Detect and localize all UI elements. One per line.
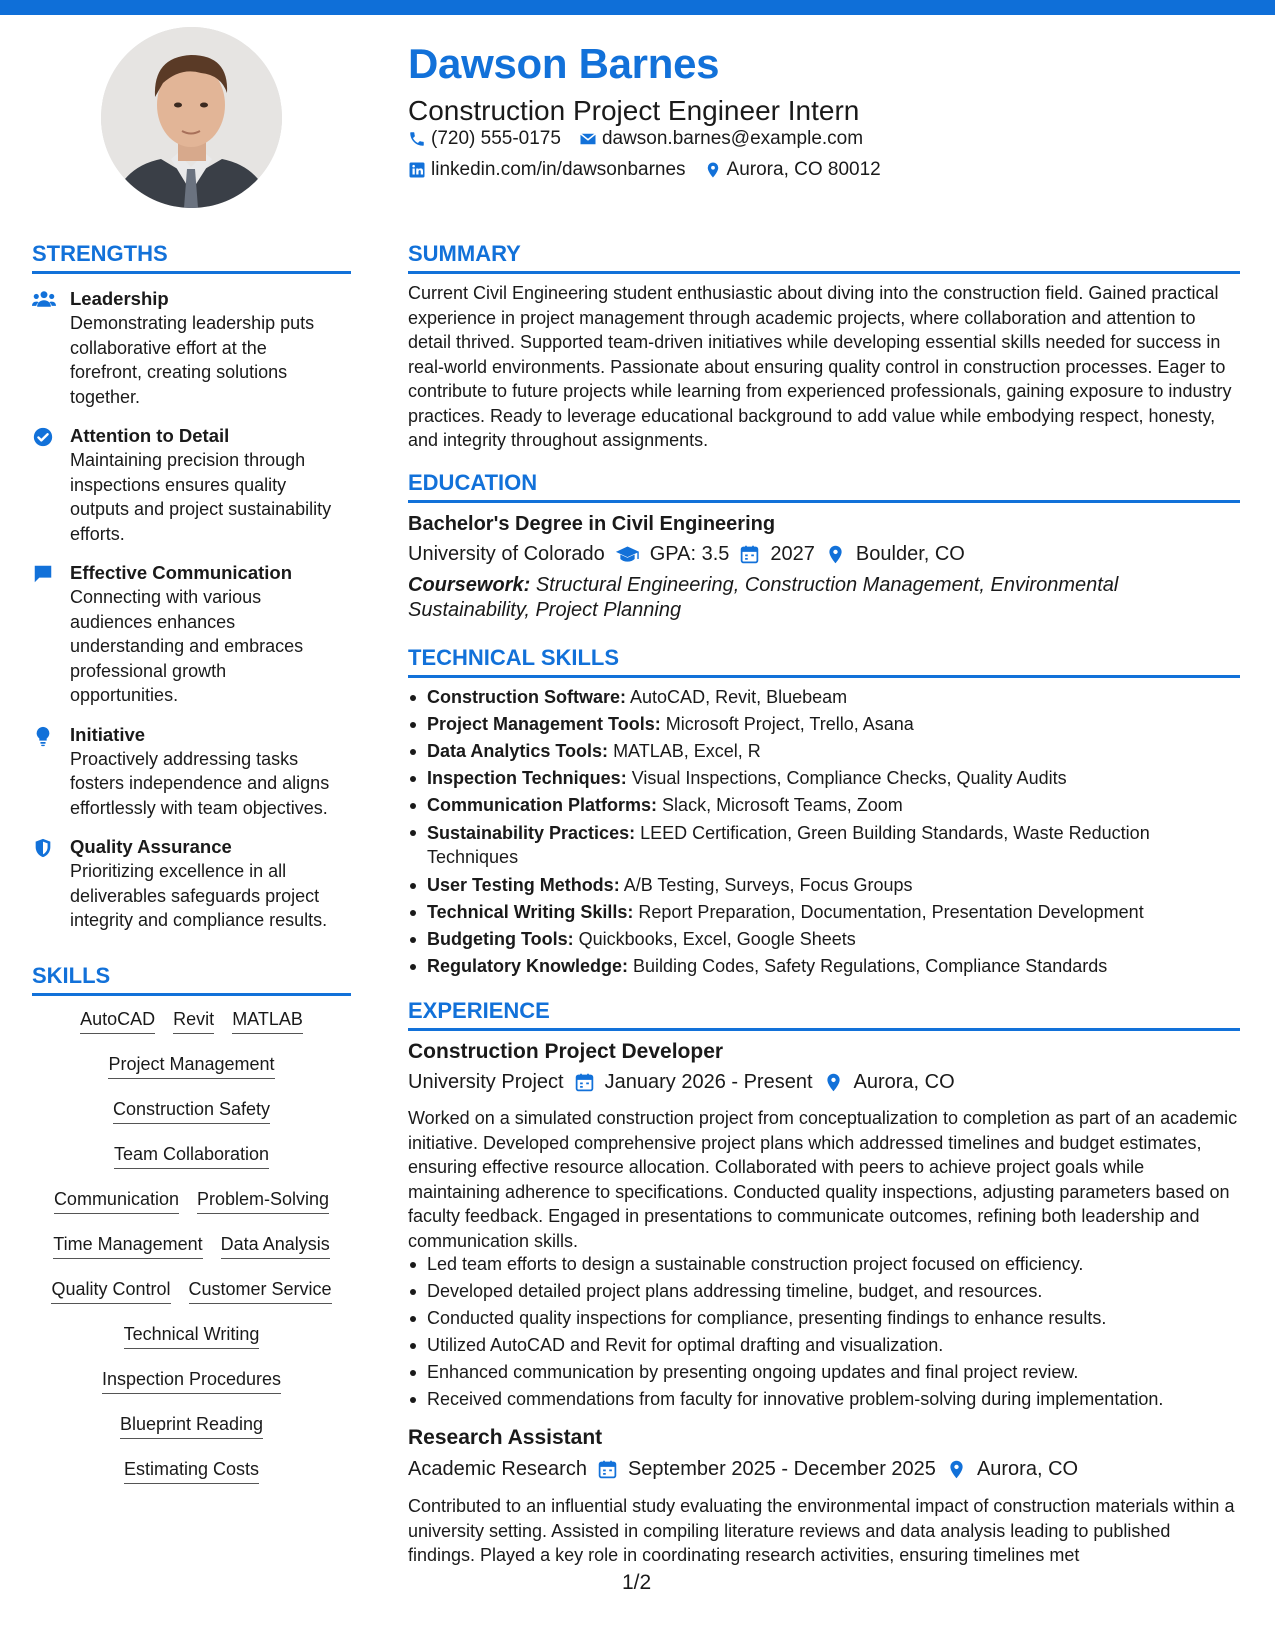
list-item: Enhanced communication by presenting ongoing updates and final project review. xyxy=(408,1359,1240,1386)
degree-title: Bachelor's Degree in Civil Engineering xyxy=(408,513,776,535)
job-bullets xyxy=(408,1251,1240,1413)
skill-values: Report Preparation, Documentation, Presentation Development xyxy=(638,902,1144,922)
education-heading: EDUCATION xyxy=(408,470,1240,503)
skill-tag: AutoCAD xyxy=(80,1008,155,1034)
education-meta xyxy=(408,543,965,566)
skill-values: AutoCAD, Revit, Bluebeam xyxy=(630,687,848,707)
job-meta xyxy=(408,1458,1078,1481)
job-dates: September 2025 - December 2025 xyxy=(627,1458,936,1480)
graduation-year: 2027 xyxy=(770,543,815,565)
contact-row-1 xyxy=(408,128,863,150)
list-item: Conducted quality inspections for compliance, presenting findings to enhance results. xyxy=(408,1305,1240,1332)
list-item xyxy=(408,711,1240,738)
coursework-label: Coursework: xyxy=(408,574,531,596)
chat-bubble-icon xyxy=(32,563,56,585)
strength-title: Leadership xyxy=(70,288,169,309)
strength-item xyxy=(32,561,362,708)
address-contact xyxy=(704,159,881,181)
skill-tag: Data Analysis xyxy=(221,1233,330,1259)
strength-item xyxy=(32,835,362,933)
strength-item xyxy=(32,424,362,546)
skill-tag: Estimating Costs xyxy=(124,1458,259,1484)
skill-tag: Technical Writing xyxy=(124,1323,260,1349)
strengths-heading: STRENGTHS xyxy=(32,241,351,274)
envelope-icon xyxy=(579,130,597,148)
skill-tag: Customer Service xyxy=(189,1278,332,1304)
phone-contact[interactable] xyxy=(408,128,561,150)
phone-text: (720) 555-0175 xyxy=(431,128,561,149)
coursework-list: Structural Engineering, Construction Management, Environmental Sustainability, Project Planning xyxy=(408,574,1119,621)
location-text: Aurora, CO 80012 xyxy=(726,159,881,180)
skill-row xyxy=(32,1008,351,1034)
email-text: dawson.barnes@example.com xyxy=(601,128,864,149)
skill-row xyxy=(32,1368,351,1394)
check-circle-icon xyxy=(32,426,56,448)
skill-category: Construction Software: xyxy=(427,687,627,707)
strengths-list xyxy=(32,287,362,948)
strength-item xyxy=(32,287,362,409)
strength-desc: Maintaining precision through inspections ensures quality outputs and project sustainability efforts. xyxy=(70,450,332,544)
skill-tag: Communication xyxy=(54,1188,179,1214)
skill-tag: Blueprint Reading xyxy=(120,1413,263,1439)
skill-tag: Time Management xyxy=(53,1233,202,1259)
skill-category: Inspection Techniques: xyxy=(427,768,627,788)
skill-tag: Team Collaboration xyxy=(114,1143,269,1169)
skill-values: MATLAB, Excel, R xyxy=(613,741,761,761)
skill-row xyxy=(32,1458,351,1484)
top-accent-bar xyxy=(0,0,1275,15)
job-title: Research Assistant xyxy=(408,1426,603,1449)
strength-desc: Proactively addressing tasks fosters independence and aligns effortlessly with team objectives. xyxy=(70,748,330,818)
linkedin-text: linkedin.com/in/dawsonbarnes xyxy=(431,159,686,180)
map-pin-icon xyxy=(946,1459,967,1480)
lightbulb-icon xyxy=(32,725,56,747)
school-name: University of Colorado xyxy=(408,543,605,565)
skill-category: Sustainability Practices: xyxy=(427,823,636,843)
map-pin-icon xyxy=(825,544,846,565)
strength-title: Attention to Detail xyxy=(70,425,230,446)
job-location: Aurora, CO xyxy=(853,1071,955,1093)
skill-values: Microsoft Project, Trello, Asana xyxy=(665,714,914,734)
list-item: Led team efforts to design a sustainable construction project focused on efficiency. xyxy=(408,1251,1240,1278)
list-item xyxy=(408,684,1240,711)
phone-icon xyxy=(408,130,426,148)
strength-title: Effective Communication xyxy=(70,562,293,583)
skill-values: Quickbooks, Excel, Google Sheets xyxy=(578,929,856,949)
list-item xyxy=(408,872,1240,899)
technical-skills-list xyxy=(408,684,1240,980)
skill-values: Visual Inspections, Compliance Checks, Quality Audits xyxy=(631,768,1067,788)
skill-values: LEED Certification, Green Building Standards, Waste Reduction Techniques xyxy=(427,823,1150,867)
linkedin-contact[interactable] xyxy=(408,159,686,181)
skill-category: Budgeting Tools: xyxy=(427,929,574,949)
skill-tag: Project Management xyxy=(108,1053,274,1079)
list-item: Utilized AutoCAD and Revit for optimal drafting and visualization. xyxy=(408,1332,1240,1359)
skill-values: Building Codes, Safety Regulations, Compliance Standards xyxy=(633,956,1108,976)
graduation-cap-icon xyxy=(615,544,640,565)
calendar-icon xyxy=(597,1459,618,1480)
calendar-icon xyxy=(739,544,760,565)
coursework xyxy=(408,573,1168,623)
users-icon xyxy=(32,289,56,311)
job-title: Construction Project Developer xyxy=(408,1040,724,1063)
skill-tag: Problem-Solving xyxy=(197,1188,329,1214)
school-location: Boulder, CO xyxy=(855,543,965,565)
skill-tag: Inspection Procedures xyxy=(102,1368,281,1394)
candidate-title: Construction Project Engineer Intern xyxy=(408,95,860,126)
list-item xyxy=(408,765,1240,792)
summary-heading: SUMMARY xyxy=(408,241,1240,274)
job-description: Contributed to an influential study evaluating the environmental impact of construction materials within a university setting. Assisted in compiling literature reviews and data analysis leading to published findings. Played a key role in coordinating research activities, ensuring timelines met xyxy=(408,1496,1235,1565)
skills-heading: SKILLS xyxy=(32,963,351,996)
strength-title: Initiative xyxy=(70,723,146,745)
skill-row xyxy=(32,1278,351,1304)
skill-category: Technical Writing Skills: xyxy=(427,902,634,922)
list-item xyxy=(408,792,1240,819)
experience-heading: EXPERIENCE xyxy=(408,998,1240,1031)
list-item xyxy=(408,819,1240,872)
linkedin-icon xyxy=(408,161,426,179)
calendar-icon xyxy=(574,1072,595,1093)
skill-category: Regulatory Knowledge: xyxy=(427,956,629,976)
shield-icon xyxy=(32,837,56,859)
skill-category: Project Management Tools: xyxy=(427,714,661,734)
skill-tag: Construction Safety xyxy=(113,1098,270,1124)
job-meta xyxy=(408,1071,955,1094)
map-pin-icon xyxy=(823,1072,844,1093)
strength-desc: Prioritizing excellence in all deliverables safeguards project integrity and compliance results. xyxy=(70,861,328,930)
skill-row xyxy=(32,1053,351,1079)
email-contact[interactable] xyxy=(579,128,863,150)
skill-category: User Testing Methods: xyxy=(427,875,620,895)
list-item: Developed detailed project plans addressing timeline, budget, and resources. xyxy=(408,1278,1240,1305)
strength-item xyxy=(32,723,362,821)
skill-category: Data Analytics Tools: xyxy=(427,741,609,761)
skill-row xyxy=(32,1413,351,1439)
technical-skills-heading: TECHNICAL SKILLS xyxy=(408,645,1240,678)
job-org: University Project xyxy=(408,1071,564,1093)
summary-text: Current Civil Engineering student enthusiastic about diving into the construction field. Gained practical experience in project management through academic projects, where collaboration and attention to detail thrived. Supported team-driven initiatives while developing essential skills needed for success in real-world environments. Passionate about ensuring quality control in construction processes. Eager to contribute to future projects while learning from experienced professionals, gaining exposure to industry practices. Ready to leverage educational background to add value while embodying respect, honesty, and integrity throughout assignments. xyxy=(408,283,1232,450)
candidate-name: Dawson Barnes xyxy=(408,40,720,87)
skill-tag: Revit xyxy=(173,1008,214,1034)
skill-row xyxy=(32,1188,351,1214)
gpa-text: GPA: 3.5 xyxy=(649,543,730,565)
job-dates: January 2026 - Present xyxy=(604,1071,813,1093)
job-org: Academic Research xyxy=(408,1458,587,1480)
job-description: Worked on a simulated construction project from conceptualization to completion as part of an academic initiative. Developed comprehensive project plans which addressed timelines and budget estimates, ensuring effective resource allocation. Collaborated with peers to achieve project goals while maintaining adherence to specifications. Conducted quality inspections, adjusting parameters based on faculty feedback. Engaged in presentations to communicate outcomes, refining both leadership and communication skills. xyxy=(408,1108,1238,1251)
list-item xyxy=(408,738,1240,765)
skill-row xyxy=(32,1323,351,1349)
list-item: Received commendations from faculty for innovative problem-solving during implementation. xyxy=(408,1386,1240,1413)
contact-row-2 xyxy=(408,159,881,181)
map-pin-icon xyxy=(704,161,722,179)
skill-row xyxy=(32,1233,351,1259)
skill-category: Communication Platforms: xyxy=(427,795,658,815)
strength-title: Quality Assurance xyxy=(70,836,232,857)
skill-values: A/B Testing, Surveys, Focus Groups xyxy=(623,875,913,895)
list-item xyxy=(408,899,1240,926)
skill-row xyxy=(32,1098,351,1124)
strength-desc: Demonstrating leadership puts collaborative effort at the forefront, creating solutions together. xyxy=(70,313,315,407)
job-location: Aurora, CO xyxy=(976,1458,1079,1480)
strength-desc: Connecting with various audiences enhances understanding and embraces professional growth opportunities. xyxy=(70,587,304,705)
skills-tags xyxy=(32,1008,351,1503)
skill-values: Slack, Microsoft Teams, Zoom xyxy=(662,795,903,815)
list-item xyxy=(408,926,1240,953)
list-item xyxy=(408,953,1240,980)
skill-row xyxy=(32,1143,351,1169)
skill-tag: Quality Control xyxy=(51,1278,170,1304)
page-number: 1/2 xyxy=(622,1571,652,1594)
skill-tag: MATLAB xyxy=(232,1008,303,1034)
profile-photo xyxy=(101,27,282,208)
